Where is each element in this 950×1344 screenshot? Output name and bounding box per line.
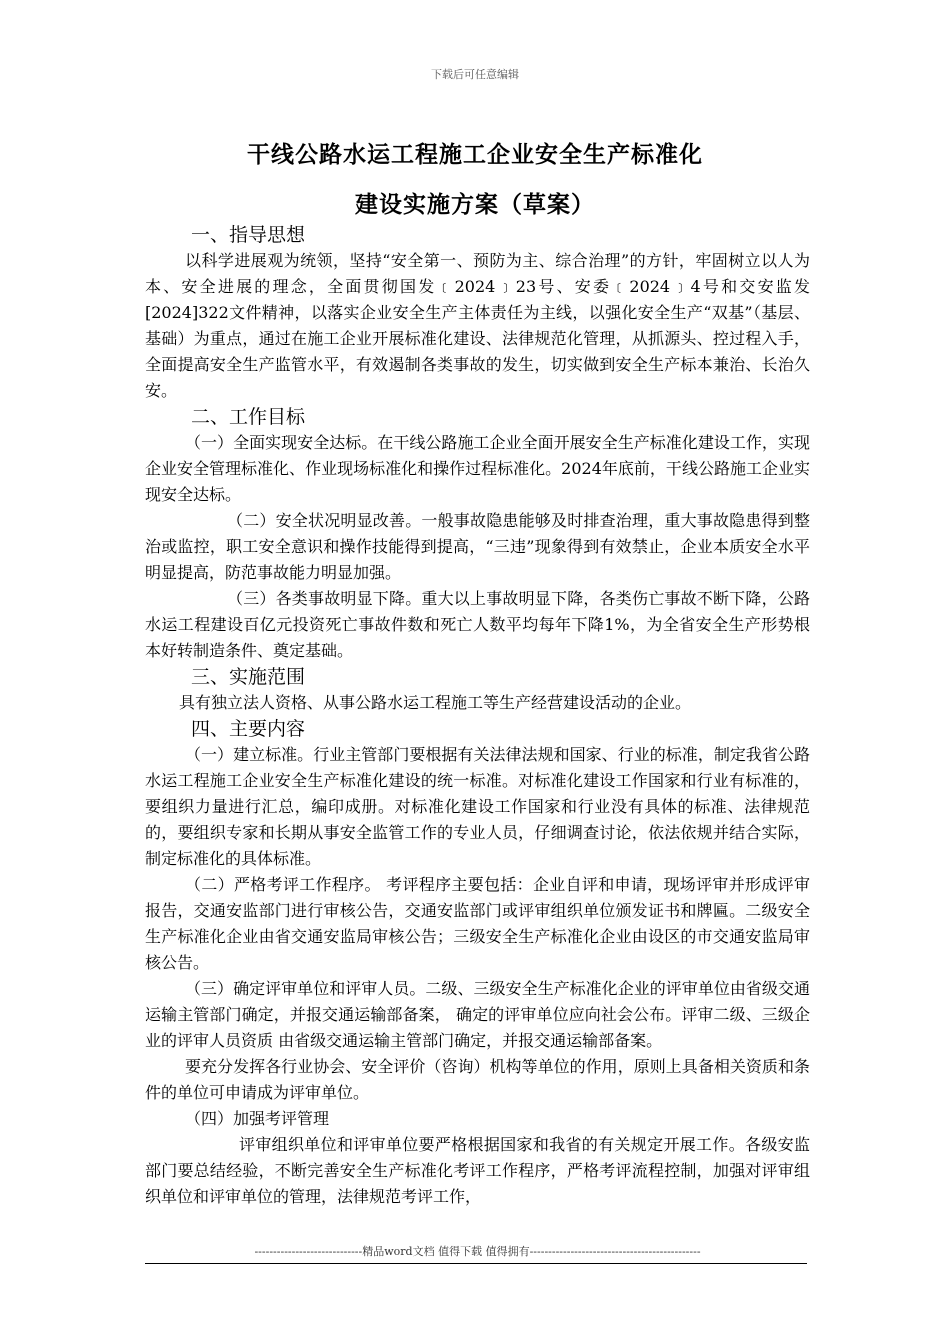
- paragraph: （一）全面实现安全达标。在干线公路施工企业全面开展安全生产标准化建设工作，实现企业安全管理标准化、作业现场标准化和操作过程标准化。2024年底前，干线公路施工企业实现安全达标。: [145, 433, 810, 504]
- section-heading-1: 一、指导思想: [191, 224, 306, 246]
- paragraph: 具有独立法人资格、从事公路水运工程施工等生产经营建设活动的企业。: [179, 693, 692, 712]
- paragraph: （二）严格考评工作程序。 考评程序主要包括：企业自评和申请，现场评审并形成评审报告，交通安监部门进行审核公告，交通安监部门或评审组织单位颁发证书和牌匾。二级安全生产标准化企业由省交通安监局审核公告；三级安全生产标准化企业由设区的市交通安监局审核公告。: [145, 875, 810, 972]
- paragraph: 评审组织单位和评审单位要严格根据国家和我省的有关规定开展工作。各级安监部门要总结经验，不断完善安全生产标准化考评工作程序，严格考评流程控制，加强对评审组织单位和评审单位的管理，法律规范考评工作，: [145, 1135, 810, 1206]
- paragraph: （三）各类事故明显下降。重大以上事故明显下降，各类伤亡事故不断下降，公路水运工程建设百亿元投资死亡事故件数和死亡人数平均每年下降1%，为全省安全生产形势根本好转制造条件、奠定基础。: [145, 589, 810, 660]
- paragraph: 以科学进展观为统领，坚持“安全第一、预防为主、综合治理”的方针，牢固树立以人为本、安全进展的理念，全面贯彻国发﹝2024﹞23号、安委﹝2024﹞4号和交安监发[2024]322文件精神，以落实企业安全生产主体责任为主线，以强化安全生产“双基”（基层、基础）为重点，通过在施工企业开展标准化建设、法律规范化管理，从抓源头、控过程入手，全面提高安全生产监管水平，有效遏制各类事故的发生，切实做到安全生产标本兼治、长治久安。: [145, 251, 810, 400]
- paragraph: （三）确定评审单位和评审人员。二级、三级安全生产标准化企业的评审单位由省级交通 运输主管部门确定，并报交通运输部备案， 确定的评审单位应向社会公布。评审二级、三级企业的评审人员资质 由省级交通运输主管部门确定，并报交通运输部备案。: [145, 979, 810, 1050]
- document-title-line2: 建设实施方案（草案）: [355, 191, 595, 218]
- section-heading-3: 三、实施范围: [191, 666, 306, 688]
- document-body: [145, 222, 810, 1210]
- section-heading-4: 四、主要内容: [191, 718, 306, 740]
- paragraph: 要充分发挥各行业协会、安全评价（咨询）机构等单位的作用，原则上具备相关资质和条件的单位可申请成为评审单位。: [145, 1057, 810, 1102]
- paragraph: （一）建立标准。行业主管部门要根据有关法律法规和国家、行业的标准，制定我省公路水运工程施工企业安全生产标准化建设的统一标准。对标准化建设工作国家和行业有标准的，要组织力量进行汇总，编印成册。对标准化建设工作国家和行业没有具体的标准、法律规范的，要组织专家和长期从事安全监管工作的专业人员，仔细调查讨论，依法依规并结合实际，制定标准化的具体标准。: [145, 745, 810, 868]
- document-title-line1: 干线公路水运工程施工企业安全生产标准化: [247, 141, 703, 168]
- section-heading-2: 二、工作目标: [191, 406, 306, 428]
- page-footer: -----------------------------精品word文档 值得下载 值得拥有----------------------------------------------: [254, 1245, 701, 1258]
- page-header: 下载后可任意编辑: [431, 68, 519, 81]
- paragraph: （二）安全状况明显改善。一般事故隐患能够及时排查治理，重大事故隐患得到整治或监控，职工安全意识和操作技能得到提高，“三违”现象得到有效禁止，企业本质安全水平明显提高，防范事故能力明显加强。: [145, 511, 810, 582]
- footer-rule: [145, 1263, 807, 1264]
- subsection-heading: （四）加强考评管理: [185, 1109, 330, 1128]
